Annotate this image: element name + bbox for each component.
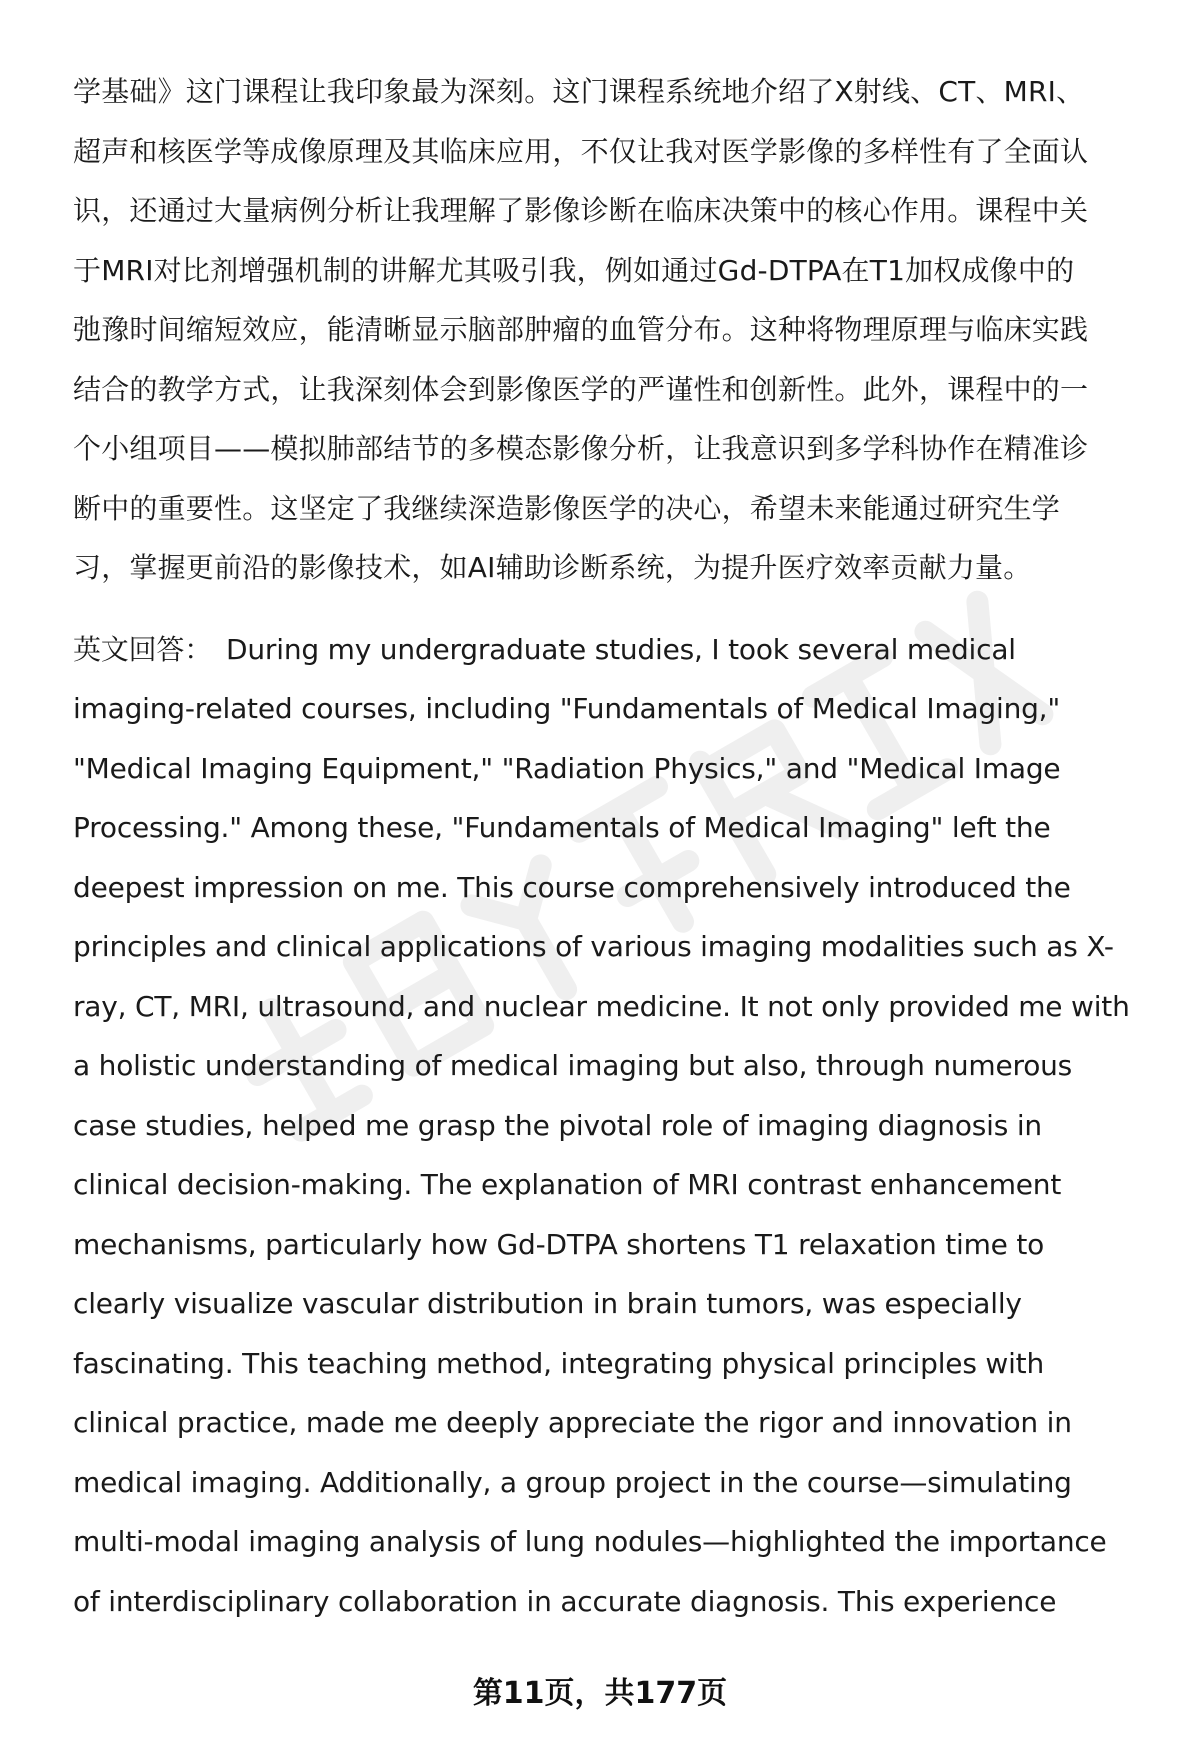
paragraph-line: multi-modal imaging analysis of lung nodules—highlighted the importance bbox=[73, 1525, 1107, 1558]
paragraph-line: Processing." Among these, "Fundamentals of Medical Imaging" left the bbox=[73, 811, 1051, 844]
paragraph-line bbox=[73, 620, 1153, 680]
paragraph-line: ray, CT, MRI, ultrasound, and nuclear medicine. It not only provided me with bbox=[73, 989, 1130, 1023]
paragraph-line: 识，还通过大量病例分析让我理解了影像诊断在临床决策中的核心作用。课程中关 bbox=[73, 194, 1089, 227]
paragraph-line: 于MRI对比剂增强机制的讲解尤其吸引我，例如通过Gd-DTPA在T1加权成像中的 bbox=[73, 253, 1075, 287]
paragraph-line: of interdisciplinary collaboration in accurate diagnosis. This experience bbox=[73, 1584, 1057, 1618]
paragraph-line: deepest impression on me. This course comprehensively introduced the bbox=[73, 870, 1071, 904]
paragraph-line: 弛豫时间缩短效应，能清晰显示脑部肿瘤的血管分布。这种将物理原理与临床实践 bbox=[73, 313, 1089, 346]
paragraph-line: case studies, helped me grasp the pivotal role of imaging diagnosis in bbox=[73, 1108, 1042, 1142]
page-number-footer: 第11页，共177页 bbox=[472, 1676, 728, 1711]
paragraph-line: clinical decision-making. The explanation of MRI contrast enhancement bbox=[73, 1168, 1062, 1201]
paragraph-line: 学基础》这门课程让我印象最为深刻。这门课程系统地介绍了X射线、CT、MRI、 bbox=[73, 75, 1085, 108]
chinese-answer-paragraph bbox=[73, 62, 1153, 598]
paragraph-line: medical imaging. Additionally, a group project in the course—simulating bbox=[73, 1465, 1072, 1499]
paragraph-line: 个小组项目——模拟肺部结节的多模态影像分析，让我意识到多学科协作在精准诊 bbox=[73, 432, 1089, 465]
paragraph-line: 习，掌握更前沿的影像技术，如AI辅助诊断系统，为提升医疗效率贡献力量。 bbox=[73, 551, 1032, 584]
paragraph-line: principles and clinical applications of various imaging modalities such as X- bbox=[73, 930, 1114, 963]
english-answer-paragraph bbox=[73, 620, 1153, 1632]
english-answer-label: 英文回答： bbox=[73, 632, 213, 666]
paragraph-line: "Medical Imaging Equipment," "Radiation Physics," and "Medical Image bbox=[73, 751, 1061, 785]
paragraph-line: 断中的重要性。这坚定了我继续深造影像医学的决心，希望未来能通过研究生学 bbox=[73, 491, 1061, 525]
paragraph-line: 结合的教学方式，让我深刻体会到影像医学的严谨性和创新性。此外，课程中的一 bbox=[73, 372, 1089, 406]
paragraph-line: a holistic understanding of medical imaging but also, through numerous bbox=[73, 1049, 1073, 1082]
paragraph-line: clearly visualize vascular distribution in brain tumors, was especially bbox=[73, 1287, 1022, 1320]
paragraph-line: imaging-related courses, including "Fundamentals of Medical Imaging," bbox=[73, 692, 1061, 725]
paragraph-line-text: During my undergraduate studies, I took several medical bbox=[226, 632, 1016, 666]
paragraph-line: mechanisms, particularly how Gd-DTPA shortens T1 relaxation time to bbox=[73, 1227, 1045, 1261]
paragraph-line: fascinating. This teaching method, integrating physical principles with bbox=[73, 1346, 1045, 1380]
paragraph-line: clinical practice, made me deeply appreciate the rigor and innovation in bbox=[73, 1406, 1072, 1439]
document-body bbox=[73, 62, 1153, 1631]
paragraph-spacer bbox=[73, 598, 1153, 620]
paragraph-line: 超声和核医学等成像原理及其临床应用，不仅让我对医学影像的多样性有了全面认 bbox=[73, 134, 1089, 168]
